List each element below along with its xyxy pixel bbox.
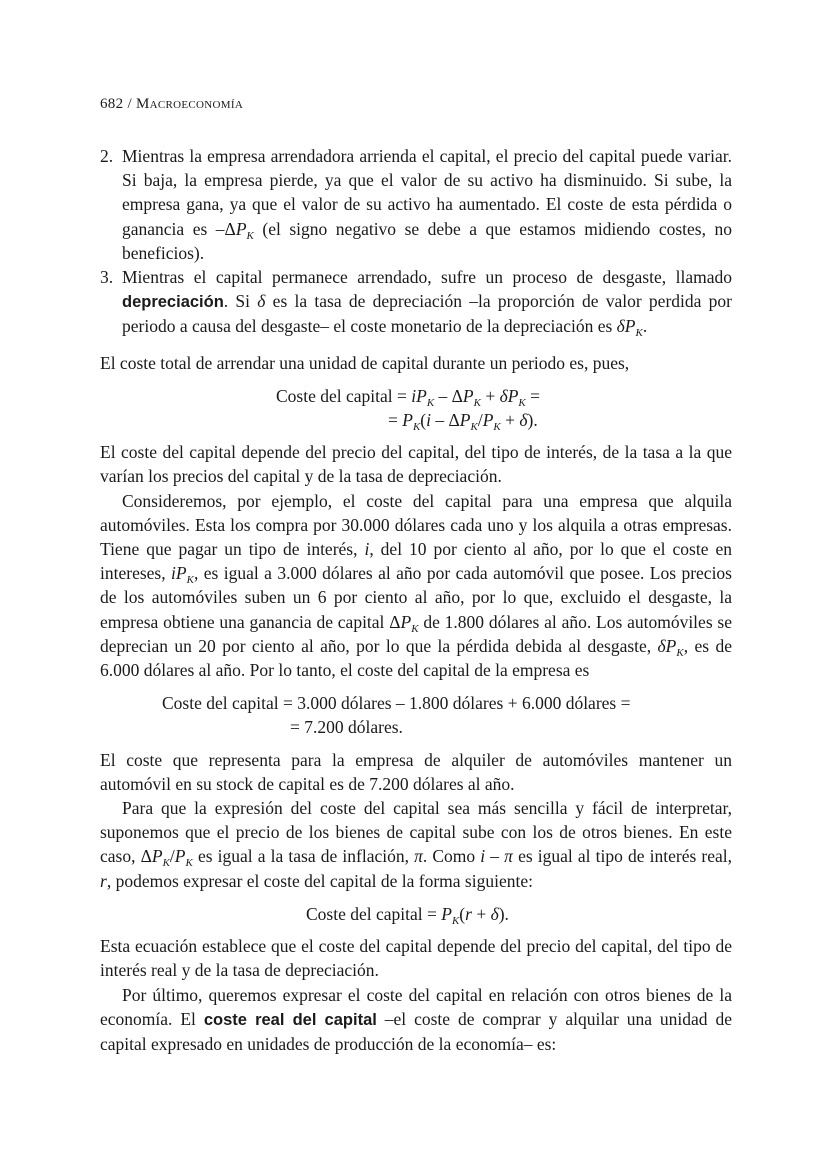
equation-real-rate: [100, 902, 732, 926]
bold-term: coste real del capital: [203, 1010, 377, 1029]
equation-line: = 7.200 dólares.: [290, 717, 403, 738]
list-text: Mientras la empresa arrendadora arrienda el capital, el precio del capital puede variar. Si baja, la empresa pierde, ya que el valor de su activo ha disminuido. Si sube, la empresa gana, ya que el valor de su activo ha aumentado. El coste de esta pérdida o ganancia es –Δ: [122, 146, 732, 239]
paragraph: Consideremos, por ejemplo, el coste del capital para una empresa que alquila automóviles. Esta los compra por 30.000 dólares cada uno y los alquila a otras empresas. Tiene que pagar un tipo de interés, i, del 10 por ciento al año, por lo que el coste en intereses, $iP_K$, es igual a 3.000 dólares al año por cada automóvil que posee. Los precios de los automóviles suben un 6 por ciento al año, por lo que, excluido el desgaste, la empresa obtiene una ganancia de capital $\Delta P_K$ de 1.800 dólares al año. Los automóviles se deprecian un 20 por ciento al año, por lo que la pérdida debida al desgaste, $\delta P_K$, es de 6.000 dólares al año. Por lo tanto, el coste del capital de la empresa es: [100, 490, 733, 681]
bold-term: depreciación: [122, 293, 224, 312]
equation-label: Coste del capital =: [276, 385, 412, 406]
list-text: es la tasa de depreciación –la proporción de valor perdida por periodo a causa del desgaste– el coste monetario de la depreciación es: [122, 291, 732, 337]
list-number: 2.: [100, 146, 114, 166]
page-number: 682 /: [100, 96, 132, 112]
paragraph: El coste total de arrendar una unidad de capital durante un periodo es, pues,: [100, 352, 630, 373]
list-item: 3. Mientras el capital permanece arrendado, sufre un proceso de desgaste, llamado depreciación. Si δ es la tasa de depreciación –la proporción de valor perdida por periodo a causa del desgaste– el coste monetario de la depreciación es $\delta P_K$.: [100, 267, 732, 340]
equation-example: [100, 691, 732, 739]
equation-line: = $P_K(i - \Delta P_K/P_K + \delta)$.: [388, 410, 538, 434]
paragraph: [100, 983, 732, 1057]
paragraph: Esta ecuación establece que el coste del capital depende del precio del capital, del tipo de interés real y de la tasa de depreciación.: [100, 936, 732, 981]
paragraph: El coste que representa para la empresa de alquiler de automóviles mantener un automóvil en su stock de capital es de 7.200 dólares al año.: [100, 749, 732, 794]
text-run: Por último, queremos expresar el coste del capital en relación con otros bienes de la economía. El: [100, 984, 732, 1029]
list-number: 3.: [100, 267, 114, 288]
text-run: es igual a la tasa de inflación,: [192, 846, 415, 867]
running-header: [100, 96, 243, 113]
text-run: es igual al tipo de interés real,: [512, 846, 733, 867]
text-run: de 1.800 dólares al año. Los automóviles se deprecian un 20 por ciento al año, por lo que la pérdida debida al desgaste,: [100, 611, 733, 656]
equation-prefix: =: [388, 410, 403, 431]
list-text: . Si: [223, 291, 258, 312]
equation-line: Coste del capital = $iP_K - \Delta P_K + \delta P_K$ =: [276, 385, 541, 409]
text-run: , es igual a 3.000 dólares al año por cada automóvil que posee. Los precios de los automóviles suben un 6 por ciento al año, por lo que, excluido el desgaste, la empresa obtiene una ganancia de capital Δ: [100, 563, 732, 632]
text-run: Para que la expresión del coste del capital sea más sencilla y fácil de interpretar, suponemos que el precio de los bienes de capital sube con los de otros bienes. En este caso, Δ: [100, 798, 732, 867]
numbered-list: [100, 144, 732, 339]
paragraph: Para que la expresión del coste del capital sea más sencilla y fácil de interpretar, suponemos que el precio de los bienes de capital sube con los de otros bienes. En este caso, $\Delta P_K/P_K$ es igual a la tasa de inflación, π. Como i – π es igual al tipo de interés real, r, podemos expresar el coste del capital de la forma siguiente:: [100, 798, 733, 891]
paragraph: El coste del capital depende del precio del capital, del tipo de interés, de la tasa a la que varían los precios del capital y de la tasa de depreciación.: [100, 442, 732, 487]
equation-line: Coste del capital = 3.000 dólares – 1.800 dólares + 6.000 dólares =: [162, 693, 631, 714]
list-text: Mientras el capital permanece arrendado, sufre un proceso de desgaste, llamado: [122, 267, 732, 288]
text-run: –el coste de comprar y alquilar una unidad de capital expresado en unidades de producción de la economía– es:: [100, 1008, 732, 1054]
text-run: , del 10 por ciento al año, por lo que el coste en intereses,: [100, 539, 732, 584]
equation-label: Coste del capital =: [306, 903, 442, 924]
text-run: . Como: [422, 846, 481, 867]
equation-line: Coste del capital = $P_K(r + \delta)$.: [306, 903, 509, 927]
body-text: [100, 144, 732, 1056]
text-run: , es de 6.000 dólares al año. Por lo tanto, el coste del capital de la empresa es: [100, 635, 732, 681]
equation-cost-of-capital: [100, 384, 732, 432]
list-item: 2. Mientras la empresa arrendadora arrienda el capital, el precio del capital puede variar. Si baja, la empresa pierde, ya que el valor de su activo ha disminuido. Si sube, la empresa gana, ya que el valor de su activo ha aumentado. El coste de esta pérdida o ganancia es $-\Delta P_K$ (el signo negativo se debe a que estamos midiendo costes, no beneficios).: [100, 146, 732, 263]
text-run: Consideremos, por ejemplo, el coste del capital para una empresa que alquila automóviles. Esta los compra por 30.000 dólares cada uno y los alquila a otras empresas. Tiene que pagar un tipo de interés,: [100, 490, 732, 560]
list-text: (el signo negativo se debe a que estamos midiendo costes, no beneficios).: [122, 218, 732, 263]
text-run: , podemos expresar el coste del capital de la forma siguiente:: [106, 870, 533, 891]
book-title: Macroeconomía: [135, 96, 244, 112]
